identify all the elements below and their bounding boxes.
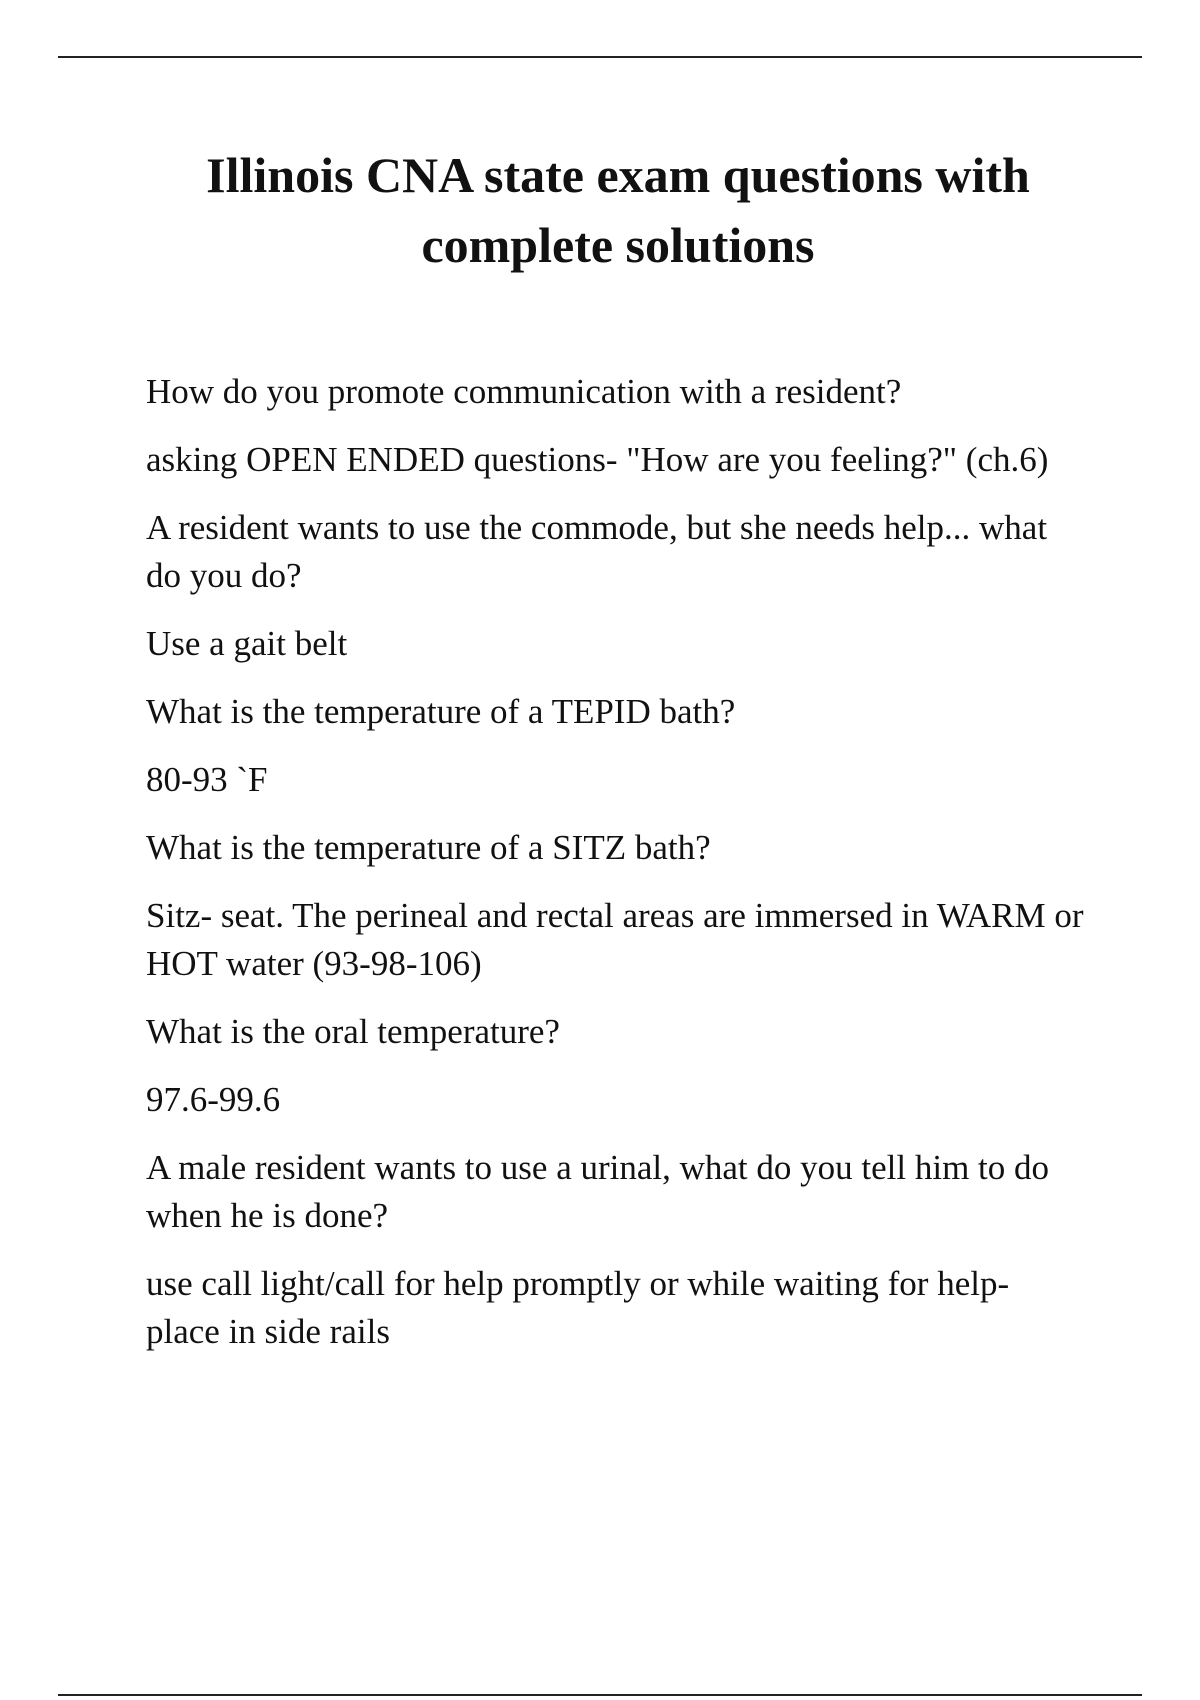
question-5: What is the oral temperature? [146, 1012, 560, 1051]
answer-6: use call light/call for help promptly or while waiting for help- place in side rails [146, 1264, 1010, 1351]
answer-5: 97.6-99.6 [146, 1080, 281, 1119]
page-title: Illinois CNA state exam questions with complete solutions [206, 147, 1030, 273]
answer-2: Use a gait belt [146, 624, 348, 663]
answer-3: 80-93 `F [146, 760, 268, 799]
top-rule [58, 56, 1142, 58]
question-4: What is the temperature of a SITZ bath? [146, 828, 711, 867]
question-2: A resident wants to use the commode, but she needs help... what do you do? [146, 508, 1048, 595]
question-6: A male resident wants to use a urinal, what do you tell him to do when he is done? [146, 1148, 1050, 1235]
answer-1: asking OPEN ENDED questions- "How are you feeling?" (ch.6) [146, 440, 1049, 479]
question-1: How do you promote communication with a resident? [146, 372, 902, 411]
answer-4: Sitz- seat. The perineal and rectal areas are immersed in WARM or HOT water (93-98-106) [146, 896, 1084, 983]
qa-list [146, 368, 1086, 1376]
bottom-rule [58, 1694, 1142, 1696]
question-3: What is the temperature of a TEPID bath? [146, 692, 736, 731]
